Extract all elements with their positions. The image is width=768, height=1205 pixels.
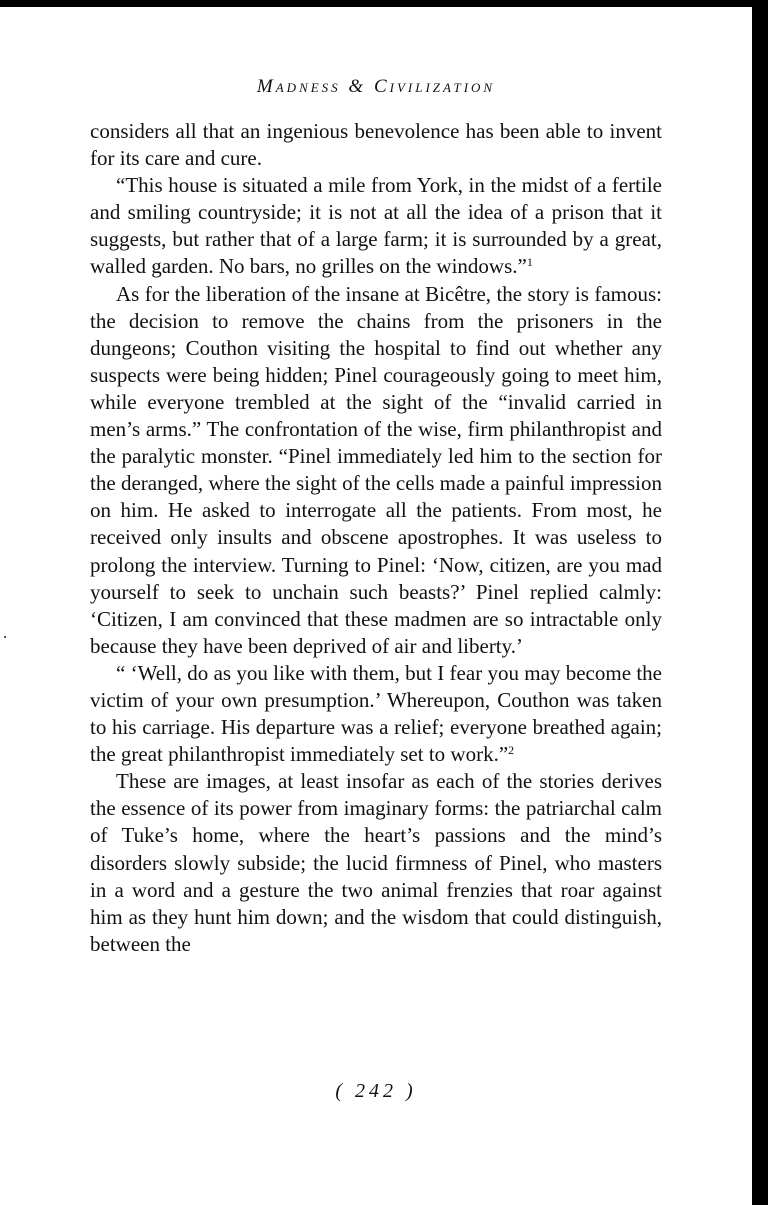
paragraph-3: As for the liberation of the insane at Bicêtre, the story is famous: the decision to remove the chains from the prisoners in the dungeons; Couthon visiting the hospital to find out whether any suspects were being hidden; Pinel courageously going to meet him, while everyone trembled at the sight of the “invalid carried in men’s arms.” The confrontation of the wise, firm philanthropist and the paralytic monster. “Pinel immediately led him to the section for the deranged, where the sight of the cells made a painful impression on him. He asked to interrogate all the patients. From most, he received only insults and obscene apostrophes. It was useless to prolong the interview. Turning to Pinel: ‘Now, citizen, are you mad yourself to seek to unchain such beasts?’ Pinel replied calmly: ‘Citizen, I am convinced that these madmen are so intractable only because they have been deprived of air and liberty.’ bbox=[90, 281, 662, 658]
footnote-ref: 2 bbox=[508, 743, 515, 758]
scan-top-border bbox=[0, 0, 768, 7]
running-head: Madness & Civilization bbox=[256, 76, 496, 97]
paragraph-1: considers all that an ingenious benevolence has been able to invent for its care and cure. bbox=[90, 119, 662, 171]
scan-right-border bbox=[752, 0, 768, 1205]
paragraph-5: These are images, at least insofar as each of the stories derives the essence of its power from imaginary forms: the patriarchal calm of Tuke’s home, where the heart’s passions and the mind’s disorders slowly subside; the lucid firmness of Pinel, who masters in a word and a gesture the two animal frenzies that roar against him as they hunt him down; and the wisdom that could distinguish, between the bbox=[90, 769, 662, 956]
scan-speck bbox=[4, 636, 6, 638]
page-number: ( 242 ) bbox=[335, 1080, 417, 1102]
paragraph-4: “ ‘Well, do as you like with them, but I fear you may become the victim of your own presumption.’ Whereupon, Couthon was taken to his carriage. His departure was a relief; everyone breathed again; the great philanthropist immediately set to work.”$^2$ bbox=[90, 660, 662, 767]
paragraph-2: “This house is situated a mile from York, in the midst of a fertile and smiling countryside; it is not at all the idea of a prison that it suggests, but rather that of a large farm; it is surrounded by a great, walled garden. No bars, no grilles on the windows.”$^1$ bbox=[90, 173, 662, 279]
body-text bbox=[90, 118, 662, 958]
footnote-ref: 1 bbox=[526, 255, 533, 270]
